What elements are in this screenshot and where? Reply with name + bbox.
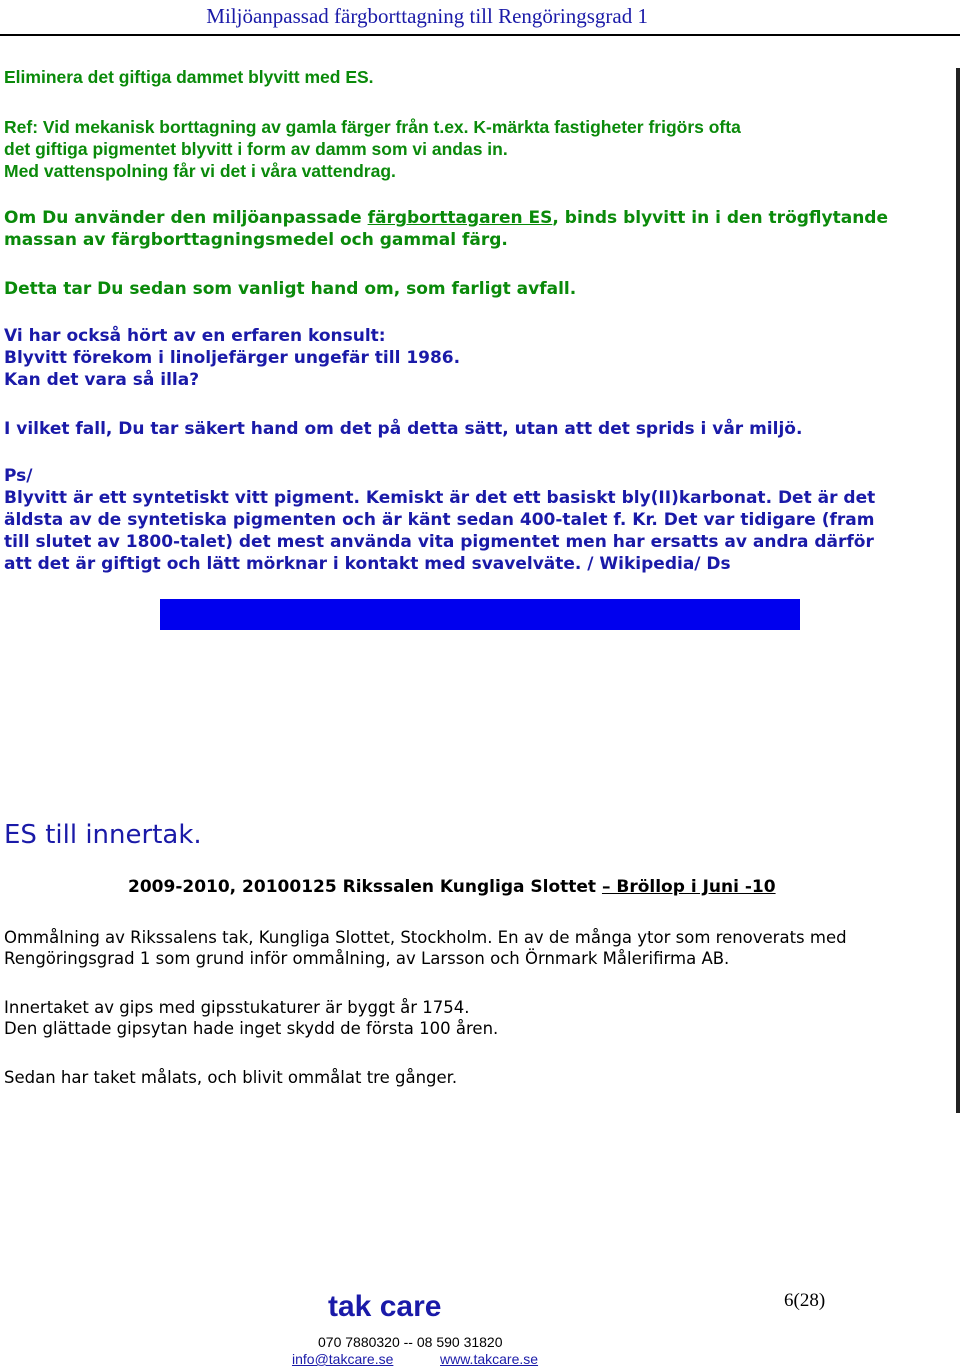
section2-para2 — [4, 997, 498, 1039]
section2-para3: Sedan har taket målats, och blivit ommålat tre gånger. — [4, 1068, 458, 1087]
subheading-event: – Bröllop i Juni -10 — [601, 877, 776, 897]
section-heading: Eliminera det giftiga dammet blyvitt med ES. — [4, 67, 374, 87]
blue-banner-bar — [160, 599, 800, 630]
page-number: 6(28) — [784, 1290, 826, 1311]
footer-phone: 070 7880320 -- 08 590 31820 — [318, 1334, 503, 1350]
ps-line: äldsta av de syntetiska pigmenten och är känt sedan 400-talet f. Kr. Det var tidigare (fram — [4, 510, 875, 530]
konsult-line: Kan det vara så illa? — [4, 370, 200, 390]
subheading-date: 2009-2010, 20100125 Rikssalen Kungliga Slottet — [128, 877, 602, 897]
para-line: Innertaket av gips med gipsstukaturer är byggt år 1754. — [4, 998, 470, 1017]
ps-line: Blyvitt är ett syntetiskt vitt pigment. Kemiskt är det ett basiskt bly(II)karbonat. Det är det — [4, 488, 876, 508]
footer-web-link[interactable]: www.takcare.se — [440, 1351, 539, 1367]
product-link[interactable]: färgborttagaren ES — [367, 208, 553, 228]
om-du-text: Om Du använder den miljöanpassade — [4, 208, 368, 228]
section2-subheading — [128, 877, 776, 897]
konsult-line: Vi har också hört av en erfaren konsult: — [4, 326, 386, 346]
ps-paragraph — [4, 465, 875, 575]
om-du-line: massan av färgborttagningsmedel och gammal färg. — [4, 230, 508, 250]
section2-para1 — [4, 927, 847, 969]
header-rule — [0, 34, 960, 36]
ref-line: det giftiga pigmentet blyvitt i form av damm som vi andas in. — [4, 139, 508, 159]
om-du-text: , binds blyvitt in i den trögflytande — [552, 208, 888, 228]
ref-line: Ref: Vid mekanisk borttagning av gamla färger från t.ex. K-märkta fastigheter frigörs ofta — [4, 117, 741, 137]
ps-line: att det är giftigt och lätt mörknar i kontakt med svavelväte. / Wikipedia/ Ds — [4, 554, 731, 574]
ref-paragraph — [4, 116, 741, 182]
ps-label: Ps/ — [4, 466, 33, 486]
footer-brand-logo: tak care — [328, 1290, 442, 1323]
ref-line: Med vattenspolning får vi det i våra vattendrag. — [4, 161, 396, 181]
section2-title: ES till innertak. — [4, 820, 202, 850]
para-line: Ommålning av Rikssalens tak, Kungliga Slottet, Stockholm. En av de många ytor som renoverats med — [4, 928, 847, 947]
ps-line: till slutet av 1800-talet) det mest använda vita pigmentet men har ersatts av andra därför — [4, 532, 874, 552]
konsult-line: Blyvitt förekom i linoljefärger ungefär till 1986. — [4, 348, 461, 368]
header-title: Miljöanpassad färgborttagning till Rengöringsgrad 1 — [206, 4, 648, 28]
para-line: Rengöringsgrad 1 som grund inför ommålning, av Larsson och Örnmark Målerifirma AB. — [4, 949, 730, 968]
konsult-paragraph — [4, 325, 460, 391]
right-margin-rule — [956, 68, 960, 1113]
detta-paragraph: Detta tar Du sedan som vanligt hand om, som farligt avfall. — [4, 279, 577, 299]
para-line: Den glättade gipsytan hade inget skydd de första 100 åren. — [4, 1019, 499, 1038]
ivilket-paragraph: I vilket fall, Du tar säkert hand om det på detta sätt, utan att det sprids i vår miljö. — [4, 419, 803, 439]
footer-email-link[interactable]: info@takcare.se — [292, 1351, 394, 1367]
om-du-line — [4, 207, 888, 229]
om-du-paragraph — [4, 207, 888, 251]
